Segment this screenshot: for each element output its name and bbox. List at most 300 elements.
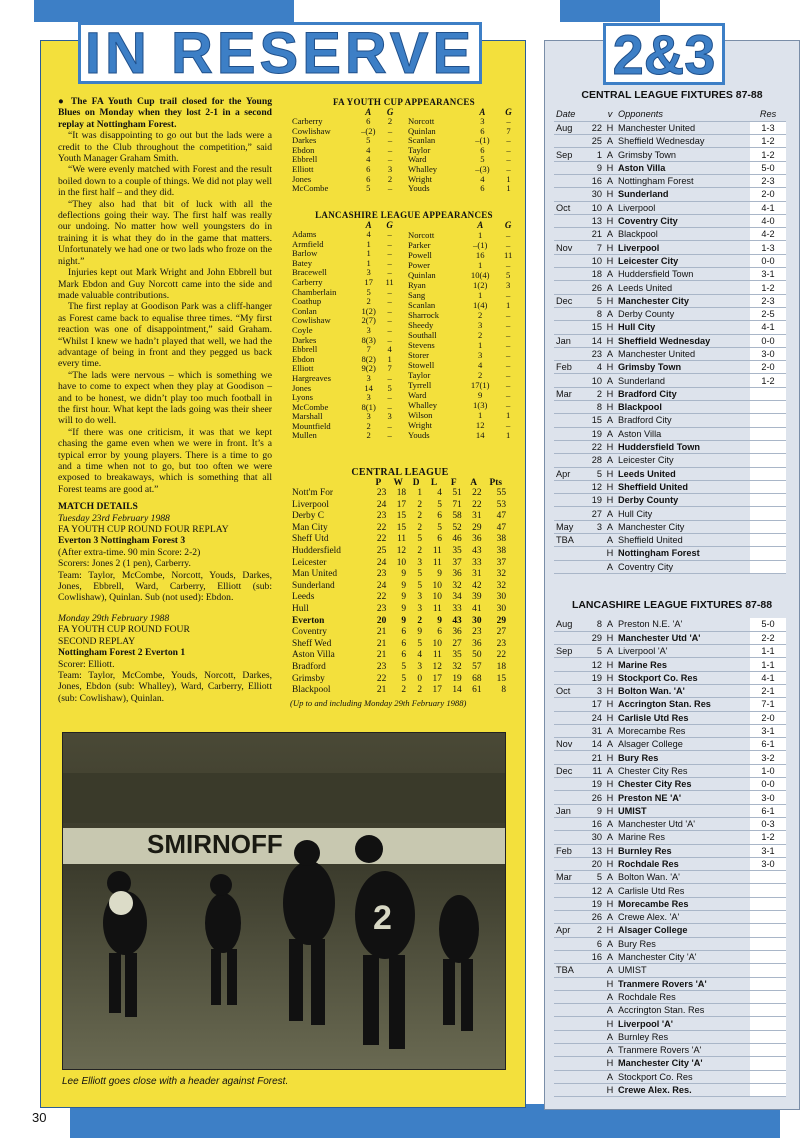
bullet: ●	[58, 96, 71, 107]
league-stat: 34	[452, 592, 462, 603]
league-stat: 2	[417, 522, 423, 533]
fixture-month	[554, 454, 584, 467]
fixture-venue: H	[604, 698, 616, 711]
fixture-row	[554, 547, 786, 560]
league-stat: 22	[376, 592, 387, 603]
fixture-day: 5	[584, 645, 604, 658]
league-stat: 31	[472, 569, 482, 580]
league-stat: 2	[417, 615, 423, 626]
fixture-venue: A	[604, 414, 616, 427]
fixture-month	[554, 268, 584, 281]
player-apps: –(1)	[473, 239, 488, 250]
league-stat: 3	[417, 661, 423, 672]
fixture-venue: H	[604, 440, 616, 453]
fixture-month	[554, 254, 584, 267]
fixture-result	[750, 1057, 786, 1070]
league-stat: 23	[376, 661, 387, 672]
fixture-day: 23	[584, 347, 604, 360]
fixture-venue: A	[604, 268, 616, 281]
league-stat: 5	[417, 534, 423, 545]
fixture-row	[554, 844, 786, 857]
fixture-day: 7	[584, 241, 604, 254]
fa-youth-appearances	[290, 97, 518, 194]
fixture-row	[554, 201, 786, 214]
fixture-month: Dec	[554, 294, 584, 307]
fixture-result: 1-2	[750, 281, 786, 294]
match2-team: Team: Taylor, McCombe, Youds, Norcott, Darkes, Jones, Ebdon (sub: Whalley), Ward, Carberry, Elliott (sub: Cowlishaw), Quinlan.	[58, 669, 272, 704]
fixture-day: 10	[584, 201, 604, 214]
fixture-row	[554, 1070, 786, 1083]
player-goals: –	[506, 389, 511, 400]
league-team: Derby C	[292, 511, 325, 522]
appearances-header-name	[406, 220, 462, 230]
player-goals: –	[387, 430, 392, 441]
league-stat: 20	[376, 615, 387, 626]
league-stat: 30	[496, 603, 506, 614]
player-name: Mountfield	[292, 420, 331, 431]
fixture-month	[554, 884, 584, 897]
fixture-row	[554, 897, 786, 910]
fixture-day: 19	[584, 778, 604, 791]
player-name: Carberry	[292, 116, 323, 126]
fixture-row	[554, 494, 786, 507]
fixture-month	[554, 347, 584, 360]
fixture-day: 2	[584, 387, 604, 400]
page-title-right: 2&3	[603, 23, 725, 85]
player-apps: 1	[478, 339, 483, 350]
player-goals: –	[387, 296, 392, 307]
fixture-month	[554, 631, 584, 644]
fixture-month	[554, 1030, 584, 1043]
league-stat: 6	[437, 511, 442, 522]
fixture-day: 12	[584, 658, 604, 671]
fixture-opponent: Derby County	[616, 494, 750, 507]
fixture-day: 29	[584, 631, 604, 644]
fixture-venue: A	[604, 884, 616, 897]
league-stat: 36	[452, 569, 462, 580]
league-stat: 21	[376, 650, 387, 661]
league-stat: 9	[401, 592, 407, 603]
match2-scorers: Scorer: Elliott.	[58, 658, 115, 670]
fixture-result: 1-2	[750, 148, 786, 161]
fixture-opponent: Manchester United	[616, 347, 750, 360]
fixture-result	[750, 884, 786, 897]
league-stat: 22	[472, 499, 482, 510]
league-footnote: (Up to and including Monday 29th February 1988)	[290, 697, 467, 708]
fixture-opponent: Crewe Alex. Res.	[616, 1083, 750, 1096]
fixture-result: 3-1	[750, 724, 786, 737]
fixture-row	[554, 950, 786, 963]
fixture-venue: H	[604, 214, 616, 227]
article-paragraph: “The lads were nervous – which is something we have to come to expect when they play at Goodison – and to be honest, we didn’t play too much football in the first hour. What kept the lads going was their sheer will to do well.	[58, 369, 272, 427]
fixture-venue: A	[604, 174, 616, 187]
fixture-month: Sep	[554, 645, 584, 658]
league-stat: 24	[376, 557, 387, 568]
player-name: Taylor	[408, 144, 431, 155]
player-name: Sheedy	[408, 319, 434, 330]
player-goals: –	[506, 239, 511, 250]
fixture-opponent: Bolton Wan. 'A'	[616, 684, 750, 697]
fixture-day: 4	[584, 361, 604, 374]
fixture-month: Aug	[554, 121, 584, 134]
fixture-venue: A	[604, 817, 616, 830]
league-stat: 30	[472, 615, 482, 626]
player-goals: –	[506, 163, 511, 174]
league-stat: 25	[376, 545, 387, 556]
fixture-day: 20	[584, 857, 604, 870]
fixture-month: Jan	[554, 334, 584, 347]
fixture-day: 30	[584, 831, 604, 844]
fixture-month	[554, 950, 584, 963]
league-stat: 29	[472, 522, 482, 533]
fixture-venue: H	[604, 387, 616, 400]
league-stat: 32	[452, 580, 462, 591]
league-stat: 17	[432, 673, 442, 684]
league-stat: 9	[401, 580, 407, 591]
fixture-venue: H	[604, 844, 616, 857]
appearances-row	[406, 240, 518, 250]
league-stat: 9	[437, 615, 442, 626]
fixture-row	[554, 321, 786, 334]
player-name: Ebdon	[292, 353, 315, 364]
match2-result: Nottingham Forest 2 Everton 1	[58, 647, 186, 659]
fixture-day	[584, 1070, 604, 1083]
fixture-opponent: Chester City Res	[616, 778, 750, 791]
lancashire-appearances-title: LANCASHIRE LEAGUE APPEARANCES	[315, 210, 493, 220]
player-name: Powell	[408, 249, 432, 260]
league-title: CENTRAL LEAGUE	[351, 467, 449, 478]
fixture-month: Dec	[554, 764, 584, 777]
fixture-opponent: Hull City	[616, 507, 750, 520]
photo-illustration	[63, 733, 506, 1070]
fixture-venue: H	[604, 321, 616, 334]
appearances-header-row	[406, 220, 518, 230]
league-stat: 4	[437, 488, 442, 498]
fixture-result: 1-3	[750, 121, 786, 134]
fixture-month: Apr	[554, 467, 584, 480]
player-goals: 5	[506, 269, 511, 280]
fixture-month	[554, 401, 584, 414]
player-name: Ryan	[408, 279, 426, 290]
appearances-row	[406, 261, 518, 271]
player-apps: 6	[366, 163, 371, 174]
fixture-month	[554, 990, 584, 1003]
player-goals: –	[506, 229, 511, 240]
fixture-opponent: Sheffield United	[616, 534, 750, 547]
fixture-opponent: Manchester City 'A'	[616, 1057, 750, 1070]
player-name: Norcott	[408, 116, 435, 126]
lancashire-appearances-left	[290, 220, 398, 441]
fixture-day: 2	[584, 924, 604, 937]
fixture-month	[554, 135, 584, 148]
fixture-month	[554, 778, 584, 791]
league-team: Huddersfield	[292, 545, 341, 556]
league-stat: 12	[396, 545, 407, 556]
fixture-row	[554, 188, 786, 201]
fixture-row	[554, 738, 786, 751]
player-goals: –	[506, 369, 511, 380]
league-stat: 37	[496, 557, 506, 568]
player-name: Hargreaves	[292, 372, 331, 383]
fixture-day	[584, 1017, 604, 1030]
fixture-result: 5-0	[750, 618, 786, 631]
player-name: Wright	[408, 173, 432, 184]
league-header-cell: A	[470, 478, 477, 488]
fixture-result: 1-2	[750, 831, 786, 844]
fixtures-header-date: Date	[554, 108, 604, 121]
fixture-month: Apr	[554, 924, 584, 937]
league-stat: 6	[437, 534, 442, 545]
player-apps: 1	[478, 259, 483, 270]
fixture-opponent: Grimsby Town	[616, 361, 750, 374]
league-stat: 4	[417, 650, 423, 661]
fixture-venue: A	[604, 1070, 616, 1083]
player-name: Lyons	[292, 392, 314, 403]
fixture-day: 16	[584, 817, 604, 830]
match-details	[58, 501, 272, 704]
player-name: Elliott	[292, 163, 314, 174]
fixture-day: 12	[584, 480, 604, 493]
fixture-venue: A	[604, 507, 616, 520]
fixture-result	[750, 547, 786, 560]
fixture-result: 2-3	[750, 294, 786, 307]
fixture-day	[584, 547, 604, 560]
fixture-result: 2-3	[750, 174, 786, 187]
fixture-row	[554, 161, 786, 174]
fixture-row	[554, 937, 786, 950]
fixture-month	[554, 440, 584, 453]
fixture-row	[554, 454, 786, 467]
player-name: Whalley	[408, 163, 438, 174]
league-header-cell: F	[450, 478, 457, 488]
fixture-month: TBA	[554, 964, 584, 977]
player-goals: 1	[506, 409, 511, 420]
fixture-result: 6-1	[750, 738, 786, 751]
player-goals: –	[506, 319, 511, 330]
fixture-venue: A	[604, 228, 616, 241]
fixture-month	[554, 494, 584, 507]
player-apps: 9	[478, 389, 483, 400]
player-apps: 5	[480, 154, 485, 165]
fixture-row	[554, 387, 786, 400]
match1-scorers: Scorers: Jones 2 (1 pen), Carberry.	[58, 558, 191, 570]
article-paragraph: “If there was one criticism, it was that we kept chasing the game even when we were in front. It’s a typical error by young players. There is a time to go and a time when not to go, but too often we were exposed to breakaways, which is something that all Forest teams are good at.”	[58, 426, 272, 495]
fa-appearances-title: FA YOUTH CUP APPEARANCES	[333, 97, 475, 107]
league-stat: 15	[496, 673, 506, 684]
league-stat: 57	[472, 661, 482, 672]
player-name: Wilson	[408, 409, 433, 420]
player-name: Whalley	[408, 399, 438, 410]
fixture-row	[554, 534, 786, 547]
league-stat: 50	[472, 650, 482, 661]
league-header-cell: P	[375, 478, 382, 488]
league-stat: 32	[496, 569, 506, 580]
fixture-month: Feb	[554, 844, 584, 857]
fixtures-header-row	[554, 108, 786, 121]
fixture-month	[554, 711, 584, 724]
league-stat: 22	[376, 673, 387, 684]
league-team: Sheff Utd	[292, 534, 329, 545]
player-apps: 3	[366, 267, 371, 278]
league-row	[290, 616, 508, 628]
fixture-month	[554, 1057, 584, 1070]
fixture-month	[554, 374, 584, 387]
player-goals: –	[506, 116, 511, 126]
fixture-row	[554, 281, 786, 294]
fixture-opponent: Grimsby Town	[616, 148, 750, 161]
fixture-row	[554, 440, 786, 453]
fixture-venue: A	[604, 454, 616, 467]
league-team: Coventry	[292, 627, 327, 638]
fixture-venue: A	[604, 347, 616, 360]
player-name: Coathup	[292, 296, 322, 307]
fixture-result	[750, 440, 786, 453]
league-team: Blackpool	[292, 685, 331, 696]
fixture-opponent: Leeds United	[616, 281, 750, 294]
fixture-row	[554, 778, 786, 791]
league-row	[290, 546, 508, 558]
league-row	[290, 650, 508, 662]
player-apps: 1	[366, 257, 371, 268]
fixture-venue: H	[604, 480, 616, 493]
appearances-header-apps: A	[365, 107, 372, 117]
league-row	[290, 674, 508, 686]
appearances-header-apps: A	[477, 220, 484, 231]
fixture-row	[554, 977, 786, 990]
player-name: Marshall	[292, 411, 323, 422]
fixture-result: 3-1	[750, 268, 786, 281]
player-apps: 10(4)	[470, 269, 490, 280]
player-apps: 3	[366, 411, 371, 422]
league-stat: 27	[452, 638, 462, 649]
fixture-result	[750, 401, 786, 414]
fixture-venue: A	[604, 990, 616, 1003]
match2-competition: FA YOUTH CUP ROUND FOUR	[58, 624, 190, 636]
fixture-opponent: Alsager College	[616, 924, 750, 937]
player-apps: 3	[480, 116, 485, 126]
league-row	[290, 627, 508, 639]
player-name: Scanlan	[408, 299, 436, 310]
league-stat: 6	[401, 650, 407, 661]
player-name: Mullen	[292, 430, 317, 441]
fixture-venue: A	[604, 534, 616, 547]
fixture-result: 2-5	[750, 307, 786, 320]
fixture-result	[750, 454, 786, 467]
fixture-row	[554, 1004, 786, 1017]
fixture-result: 3-0	[750, 857, 786, 870]
fixture-opponent: Manchester City	[616, 294, 750, 307]
fixture-row	[554, 1017, 786, 1030]
fixture-result	[750, 414, 786, 427]
fixture-day: 14	[584, 334, 604, 347]
fixture-row	[554, 791, 786, 804]
fixture-opponent: Morecambe Res	[616, 724, 750, 737]
fixture-result: 4-1	[750, 321, 786, 334]
fixture-row	[554, 427, 786, 440]
article-paragraph: “It was disappointing to go out but the lads were a credit to the Club throughout the competition,” said Youth Manager Graham Smith.	[58, 130, 272, 165]
fixture-opponent: Liverpool 'A'	[616, 645, 750, 658]
fixture-day: 24	[584, 711, 604, 724]
fixture-result: 0-3	[750, 817, 786, 830]
league-stat: 24	[376, 580, 387, 591]
fixture-opponent: Bury Res	[616, 937, 750, 950]
fixture-row	[554, 214, 786, 227]
league-stat: 23	[496, 638, 506, 649]
player-apps: 4	[478, 359, 483, 370]
fixture-result	[750, 520, 786, 533]
player-goals: 7	[387, 363, 392, 374]
fa-appearances-left	[290, 107, 398, 194]
fixture-venue: H	[604, 1083, 616, 1096]
fixture-result	[750, 1017, 786, 1030]
fixture-result: 2-0	[750, 361, 786, 374]
league-header-cell: Pts	[489, 478, 502, 488]
player-name: Bracewell	[292, 267, 327, 278]
player-goals: 3	[387, 411, 392, 422]
appearances-row	[406, 250, 518, 260]
fixture-venue: H	[604, 631, 616, 644]
player-apps: 2	[478, 329, 483, 340]
fixture-day: 28	[584, 454, 604, 467]
player-apps: 1	[366, 238, 371, 249]
fa-appearances-right	[406, 107, 518, 194]
fixture-row	[554, 148, 786, 161]
league-stat: 10	[432, 592, 442, 603]
fixture-result	[750, 494, 786, 507]
league-stat: 23	[472, 627, 482, 638]
fixture-result	[750, 897, 786, 910]
appearances-row	[290, 184, 398, 194]
fixture-result: 1-0	[750, 764, 786, 777]
player-goals: 1	[506, 173, 511, 184]
league-stat: 5	[437, 499, 442, 510]
fixture-day: 15	[584, 321, 604, 334]
fixture-row	[554, 871, 786, 884]
player-apps: 6	[480, 183, 485, 194]
fixture-result	[750, 467, 786, 480]
fixture-result: 1-3	[750, 241, 786, 254]
fixture-opponent: Nottingham Forest	[616, 547, 750, 560]
fixture-row	[554, 924, 786, 937]
fixtures-header-venue: v	[604, 108, 616, 121]
league-stat: 52	[452, 522, 462, 533]
appearances-header-apps: A	[479, 107, 486, 117]
fixture-opponent: Preston N.E. 'A'	[616, 618, 750, 631]
player-goals: –	[387, 372, 392, 383]
player-goals: –	[506, 349, 511, 360]
fixture-row	[554, 711, 786, 724]
fixture-opponent: Marine Res	[616, 658, 750, 671]
lancashire-fixtures-title: LANCASHIRE LEAGUE FIXTURES 87-88	[571, 599, 773, 611]
league-team: Man United	[292, 569, 338, 580]
fixture-month	[554, 161, 584, 174]
fixture-venue: A	[604, 738, 616, 751]
player-goals: –	[387, 420, 392, 431]
league-stat: 33	[472, 557, 482, 568]
fixture-row	[554, 658, 786, 671]
fixtures-header-result: Res	[750, 108, 786, 121]
league-row	[290, 523, 508, 535]
fixture-opponent: Rochdale Res	[616, 857, 750, 870]
fixture-result: 2-2	[750, 631, 786, 644]
fixture-result: 3-2	[750, 751, 786, 764]
fixture-day: 26	[584, 911, 604, 924]
fixture-venue: H	[604, 161, 616, 174]
fixture-month	[554, 817, 584, 830]
player-name: McCombe	[292, 401, 329, 412]
fixture-venue: H	[604, 924, 616, 937]
league-stat: 33	[452, 603, 462, 614]
